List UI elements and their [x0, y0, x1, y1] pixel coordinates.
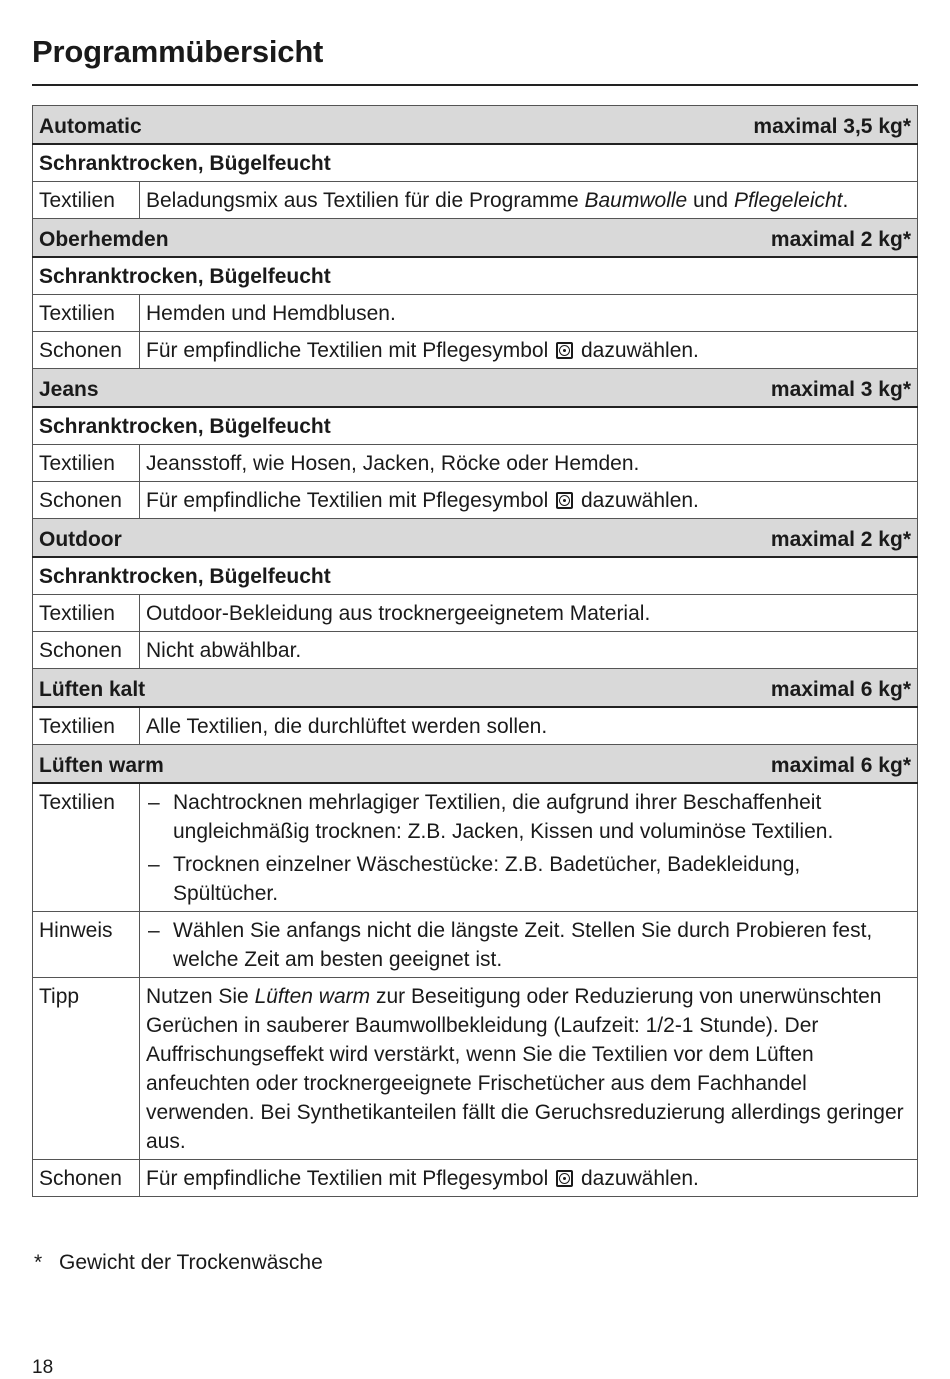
- table-row: [33, 632, 918, 669]
- table-row: [33, 295, 918, 332]
- program-subtitle: Schranktrocken, Bügelfeucht: [33, 407, 918, 445]
- row-label: Tipp: [33, 978, 140, 1160]
- table-row: [33, 707, 918, 745]
- program-header-automatic: [33, 106, 918, 145]
- row-label: Textilien: [33, 182, 140, 219]
- program-name: Automatic: [39, 115, 142, 138]
- row-label: Textilien: [33, 445, 140, 482]
- footnote: [34, 1251, 323, 1275]
- program-subtitle: Schranktrocken, Bügelfeucht: [33, 257, 918, 295]
- row-text: Hemden und Hemdblusen.: [140, 295, 918, 332]
- table-row: [33, 595, 918, 632]
- row-text: Für empfindliche Textilien mit Pflegesymbol dazuwählen.: [140, 332, 918, 369]
- table-row: [33, 182, 918, 219]
- row-text: Für empfindliche Textilien mit Pflegesymbol dazuwählen.: [140, 1160, 918, 1197]
- program-subtitle: Schranktrocken, Bügelfeucht: [33, 557, 918, 595]
- table-row: [33, 482, 918, 519]
- list-item: – Nachtrocknen mehrlagiger Textilien, die aufgrund ihrer Beschaffenheit ungleichmäßig trocknen: Z.B. Jacken, Kissen und voluminöse Textilien.: [146, 788, 911, 846]
- row-label: Textilien: [33, 295, 140, 332]
- table-row: [33, 912, 918, 978]
- row-label: Schonen: [33, 482, 140, 519]
- row-text: Nicht abwählbar.: [140, 632, 918, 669]
- tumble-dry-gentle-icon: [556, 342, 573, 359]
- footnote-marker: *: [34, 1251, 43, 1274]
- row-label: Textilien: [33, 707, 140, 745]
- program-subtitle-row: [33, 257, 918, 295]
- program-header-oberhemden: [33, 219, 918, 258]
- title-divider: [32, 84, 918, 86]
- row-text: Jeansstoff, wie Hosen, Jacken, Röcke oder Hemden.: [140, 445, 918, 482]
- page-title: Programmübersicht: [32, 34, 324, 69]
- program-subtitle: Schranktrocken, Bügelfeucht: [33, 144, 918, 182]
- program-header-lueften-kalt: [33, 669, 918, 708]
- table-row: [33, 978, 918, 1160]
- row-label: Schonen: [33, 332, 140, 369]
- row-label: Hinweis: [33, 912, 140, 978]
- row-label: Textilien: [33, 783, 140, 912]
- row-text: [140, 912, 918, 978]
- row-label: Schonen: [33, 1160, 140, 1197]
- program-subtitle-row: [33, 144, 918, 182]
- page-number: 18: [32, 1357, 54, 1378]
- row-text: Beladungsmix aus Textilien für die Programme Baumwolle und Pflegeleicht.: [140, 182, 918, 219]
- list-item: – Wählen Sie anfangs nicht die längste Zeit. Stellen Sie durch Probieren fest, welche Zeit am besten geeignet ist.: [146, 916, 911, 974]
- program-subtitle-row: [33, 407, 918, 445]
- program-name: Oberhemden: [39, 228, 169, 251]
- program-name: Outdoor: [39, 528, 122, 551]
- program-name: Jeans: [39, 378, 99, 401]
- program-header-jeans: [33, 369, 918, 408]
- program-capacity: maximal 3,5 kg*: [753, 115, 911, 138]
- row-text: Für empfindliche Textilien mit Pflegesymbol dazuwählen.: [140, 482, 918, 519]
- program-capacity: maximal 6 kg*: [770, 678, 911, 701]
- row-text: [140, 783, 918, 912]
- program-capacity: maximal 2 kg*: [770, 228, 911, 251]
- row-label: Schonen: [33, 632, 140, 669]
- row-text: Nutzen Sie Lüften warm zur Beseitigung oder Reduzierung von unerwünschten Gerüchen in sauberer Baumwollbekleidung (Laufzeit: 1/2-1 Stunde). Der Auffrischungseffekt wird verstärkt, wenn Sie die Textilien vor dem Lüften anfeuchten oder trocknergeeignete Frischetücher aus dem Fachhandel verwenden. Bei Synthetikanteilen fällt die Geruchsreduzierung allerdings geringer aus.: [140, 978, 918, 1160]
- dash-list: [146, 916, 911, 974]
- program-header-outdoor: [33, 519, 918, 558]
- table-row: [33, 783, 918, 912]
- row-label: Textilien: [33, 595, 140, 632]
- program-capacity: maximal 2 kg*: [770, 528, 911, 551]
- table-row: [33, 1160, 918, 1197]
- dash-list: [146, 788, 911, 908]
- program-name: Lüften warm: [39, 754, 164, 777]
- footnote-text: Gewicht der Trockenwäsche: [59, 1251, 323, 1274]
- program-capacity: maximal 3 kg*: [770, 378, 911, 401]
- program-table: [32, 105, 918, 1197]
- list-item: – Trocknen einzelner Wäschestücke: Z.B. Badetücher, Badekleidung, Spültücher.: [146, 850, 911, 908]
- tumble-dry-gentle-icon: [556, 1170, 573, 1187]
- program-name: Lüften kalt: [39, 678, 146, 701]
- program-header-lueften-warm: [33, 745, 918, 784]
- tumble-dry-gentle-icon: [556, 492, 573, 509]
- row-text: Alle Textilien, die durchlüftet werden sollen.: [140, 707, 918, 745]
- program-subtitle-row: [33, 557, 918, 595]
- table-row: [33, 445, 918, 482]
- table-row: [33, 332, 918, 369]
- program-capacity: maximal 6 kg*: [770, 754, 911, 777]
- row-text: Outdoor-Bekleidung aus trocknergeeignetem Material.: [140, 595, 918, 632]
